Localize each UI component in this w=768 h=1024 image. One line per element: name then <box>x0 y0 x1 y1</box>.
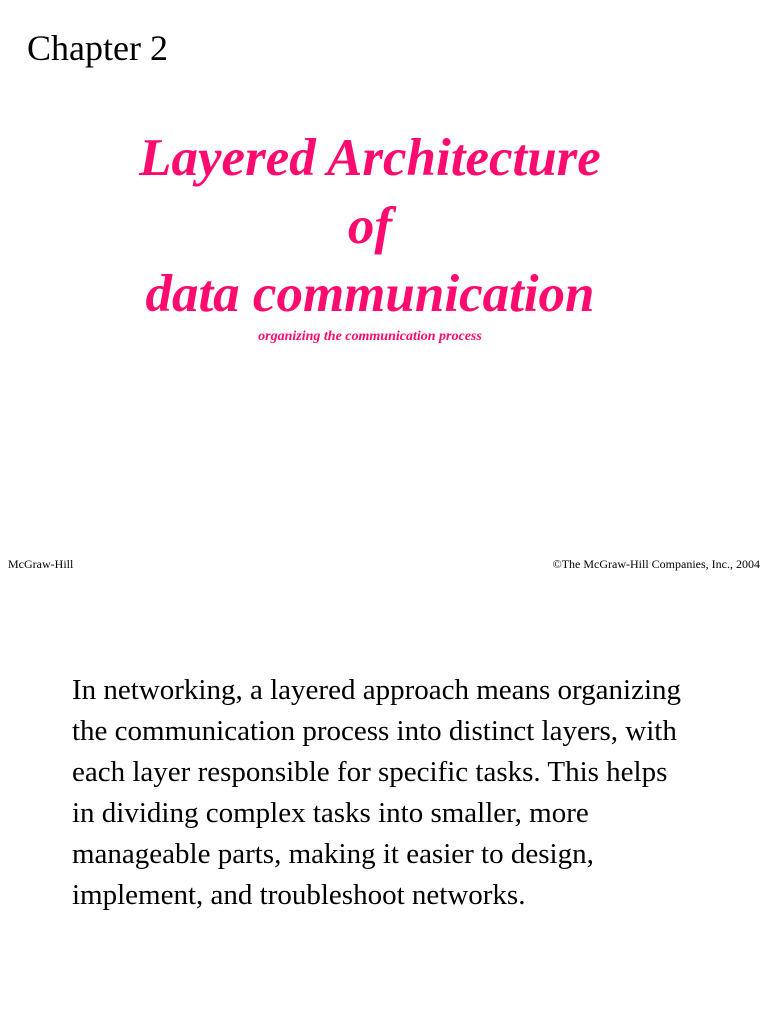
copyright-notice: ©The McGraw-Hill Companies, Inc., 2004 <box>552 557 760 571</box>
title-line-1: Layered Architecture <box>139 129 601 187</box>
title-line-3: data communication <box>145 265 595 323</box>
chapter-label: Chapter 2 <box>27 28 168 68</box>
publisher-label: McGraw-Hill <box>8 557 74 571</box>
notes-paragraph: In networking, a layered approach means organizing the communication process into distinct layers, with each layer responsible for specific tasks. This helps in dividing complex tasks into smaller, more manageable parts, making it easier to design, implement, and troubleshoot networks. <box>72 674 682 911</box>
slide-subtitle: organizing the communication process <box>258 329 482 344</box>
slide-title <box>0 124 740 346</box>
title-line-2: of <box>347 197 393 255</box>
